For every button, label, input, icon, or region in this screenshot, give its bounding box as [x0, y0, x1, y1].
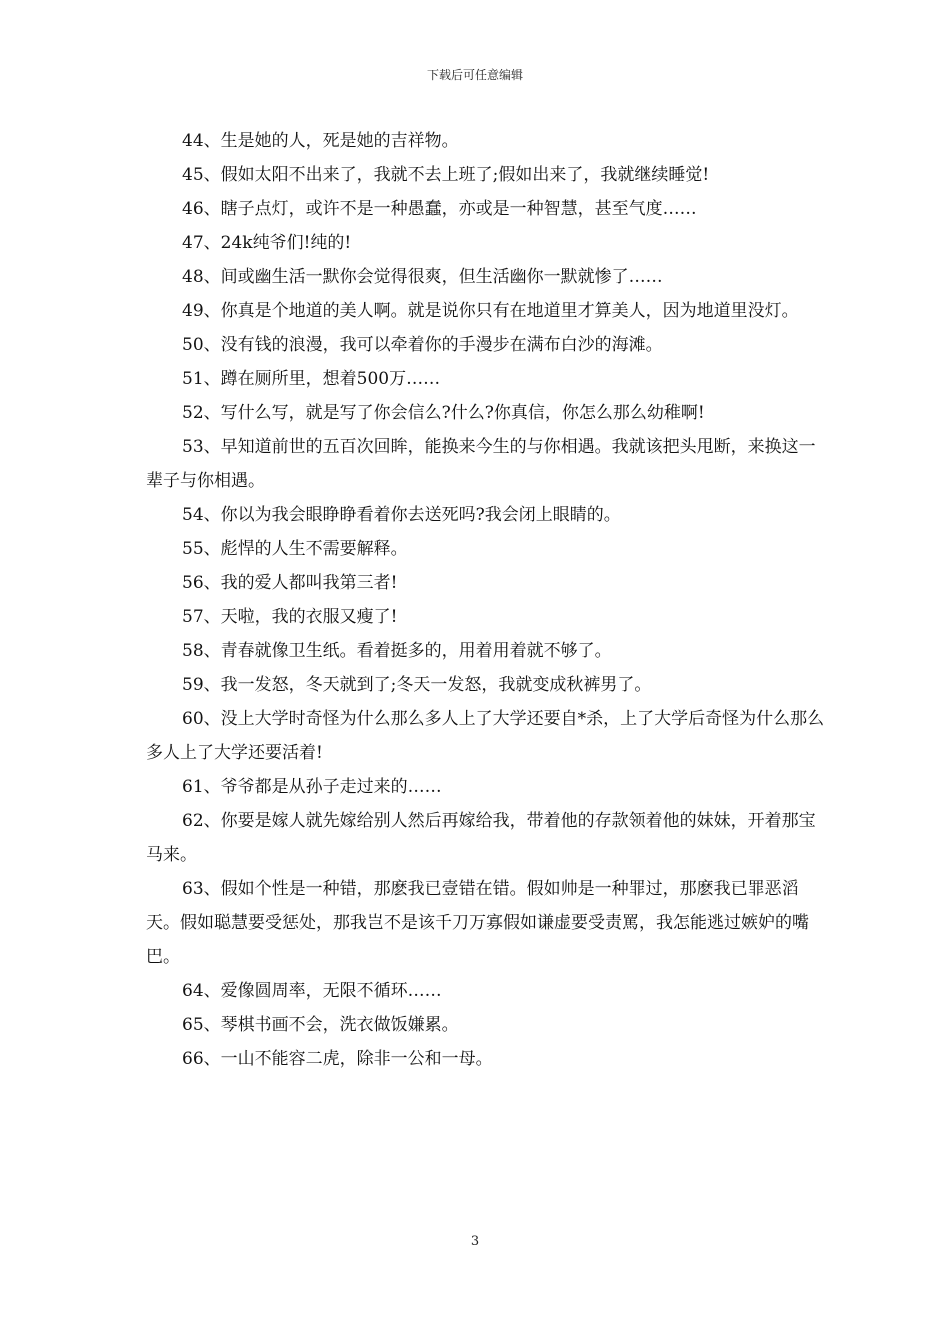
paragraph-59: 59、我一发怒，冬天就到了;冬天一发怒，我就变成秋裤男了。: [182, 675, 652, 695]
paragraph-63: 63、假如个性是一种错，那麽我已壹错在错。假如帅是一种罪过，那麽我已罪恶滔天。假如聪慧要受惩处，那我岂不是该千刀万寡假如谦虚要受责罵，我怎能逃过嫉妒的嘴巴。: [146, 879, 809, 967]
paragraph-57: 57、天啦，我的衣服又瘦了!: [182, 607, 398, 627]
paragraph-44: 44、生是她的人，死是她的吉祥物。: [182, 131, 459, 151]
paragraph-64: 64、爱像圆周率，无限不循环……: [182, 981, 442, 1001]
paragraph-52: 52、写什么写，就是写了你会信么?什么?你真信，你怎么那么幼稚啊!: [182, 403, 705, 423]
paragraph-49: 49、你真是个地道的美人啊。就是说你只有在地道里才算美人，因为地道里没灯。: [182, 301, 799, 321]
paragraph-65: 65、琴棋书画不会，洗衣做饭嫌累。: [182, 1015, 459, 1035]
document-body: [146, 124, 826, 1076]
paragraph-58: 58、青春就像卫生纸。看着挺多的，用着用着就不够了。: [182, 641, 612, 661]
paragraph-62: 62、你要是嫁人就先嫁给别人然后再嫁给我，带着他的存款领着他的妹妹，开着那宝马来。: [146, 811, 816, 865]
page-header: 下载后可任意编辑: [426, 68, 523, 82]
paragraph-53: 53、早知道前世的五百次回眸，能换来今生的与你相遇。我就该把头甩断，来换这一辈子与你相遇。: [146, 437, 816, 491]
paragraph-56: 56、我的爱人都叫我第三者!: [182, 573, 398, 593]
paragraph-47: 47、24k纯爷们!纯的!: [182, 233, 352, 253]
paragraph-51: 51、蹲在厕所里，想着500万……: [182, 369, 441, 389]
paragraph-55: 55、彪悍的人生不需要解释。: [182, 539, 408, 559]
paragraph-46: 46、瞎子点灯，或许不是一种愚蠢，亦或是一种智慧，甚至气度……: [182, 199, 697, 219]
page-number: 3: [470, 1234, 480, 1249]
paragraph-50: 50、没有钱的浪漫，我可以牵着你的手漫步在满布白沙的海滩。: [182, 335, 663, 355]
paragraph-45: 45、假如太阳不出来了，我就不去上班了;假如出来了，我就继续睡觉!: [182, 165, 710, 185]
paragraph-48: 48、间或幽生活一默你会觉得很爽，但生活幽你一默就惨了……: [182, 267, 663, 287]
paragraph-54: 54、你以为我会眼睁睁看着你去送死吗?我会闭上眼睛的。: [182, 505, 621, 525]
paragraph-66: 66、一山不能容二虎，除非一公和一母。: [182, 1049, 493, 1069]
paragraph-61: 61、爷爷都是从孙子走过来的……: [182, 777, 442, 797]
paragraph-60: 60、没上大学时奇怪为什么那么多人上了大学还要自*杀，上了大学后奇怪为什么那么多人上了大学还要活着!: [146, 709, 825, 763]
